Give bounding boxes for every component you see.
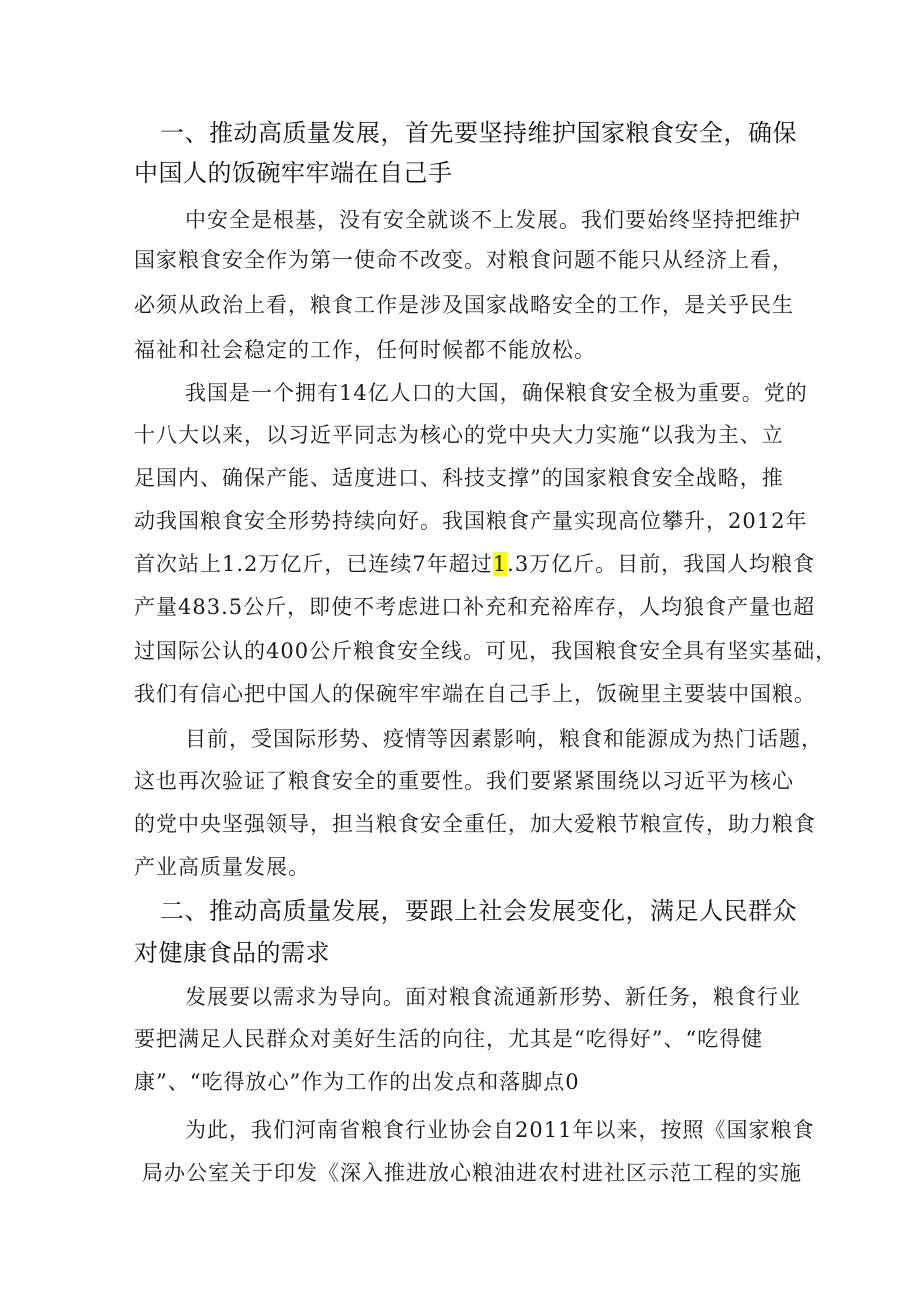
section2-para2-line1: 为此，我们河南省粮食行业协会自2011年以来，按照《国家粮食 bbox=[185, 1118, 815, 1142]
section1-para2-line8: 我们有信心把中国人的保碗牢牢端在自己手上，饭碗里主要装中国粮。 bbox=[134, 682, 816, 706]
section1-para3-line1: 目前，受国际形势、疫情等因素影响，粮食和能源成为热门话题， bbox=[185, 727, 823, 751]
highlighted-digit: 1 bbox=[492, 552, 508, 576]
section2-para1-line2: 要把满足人民群众对美好生活的向往，尤其是“吃得好”、“吃得健 bbox=[134, 1027, 764, 1051]
section1-para1-line4: 福祉和社会稳定的工作，任何时候都不能放松。 bbox=[134, 338, 596, 362]
section1-heading-line2: 中国人的饭碗牢牢端在自己手 bbox=[134, 159, 453, 187]
line5-text-before: 首次站上1.2万亿斤，已连续7年超过 bbox=[134, 552, 493, 576]
section1-para3-line4: 产业高质量发展。 bbox=[134, 855, 310, 879]
section2-heading-line2: 对健康食品的需求 bbox=[134, 939, 330, 967]
section1-para2-line6: 产量483.5公斤，即使不考虑进口补充和充裕库存，人均狼食产量也超 bbox=[134, 595, 816, 619]
section2-para2-line2: 局办公室关于印发《深入推进放心粮油进农村进社区示范工程的实施 bbox=[142, 1161, 802, 1185]
section2-para1-line1: 发展要以需求为导向。面对粮食流通新形势、新任务，粮食行业 bbox=[185, 985, 801, 1009]
section2-para1-line3: 康”、“吃得放心”作为工作的出发点和落脚点0 bbox=[134, 1070, 580, 1094]
section1-para1-line2: 国家粮食安全作为第一使命不改变。对粮食问题不能只从经济上看， bbox=[134, 248, 794, 272]
section1-heading-line1: 一、推动高质量发展，首先要坚持维护国家粮食安全，确保 bbox=[160, 119, 797, 147]
section1-para1-line3: 必须从政治上看，粮食工作是涉及国家战略安全的工作，是关乎民生 bbox=[134, 293, 794, 317]
section1-para1-line1: 中安全是根基，没有安全就谈不上发展。我们要始终坚持把维护 bbox=[185, 208, 801, 232]
section1-para3-line3: 的党中央坚强领导，担当粮食安全重任，加大爱粮节粮宣传，助力粮食 bbox=[134, 812, 816, 836]
section1-para2-line3: 足国内、确保产能、适度进口、科技支撑”的国家粮食安全战略，推 bbox=[134, 466, 784, 490]
section1-para2-line4: 动我国粮食安全形势持续向好。我国粮食产量实现高位攀升，2012年 bbox=[134, 509, 808, 533]
section1-para2-line5 bbox=[134, 549, 815, 579]
section1-para2-line2: 十八大以来，以习近平同志为核心的党中央大力实施“以我为主、立 bbox=[134, 423, 784, 447]
section1-para2-line1: 我国是一个拥有14亿人口的大国，确保粮食安全极为重要。党的 bbox=[185, 381, 808, 405]
section2-heading-line1: 二、推动高质量发展，要跟上社会发展变化，满足人民群众 bbox=[160, 897, 797, 925]
section1-para3-line2: 这也再次验证了粮食安全的重要性。我们要紧紧围绕以习近平为核心 bbox=[134, 769, 794, 793]
section1-para2-line7: 过国际公认的400公斤粮食安全线。可见，我国粮食安全具有坚实基础， bbox=[134, 639, 838, 663]
line5-text-after: .3万亿斤。目前，我国人均粮食 bbox=[507, 552, 816, 576]
